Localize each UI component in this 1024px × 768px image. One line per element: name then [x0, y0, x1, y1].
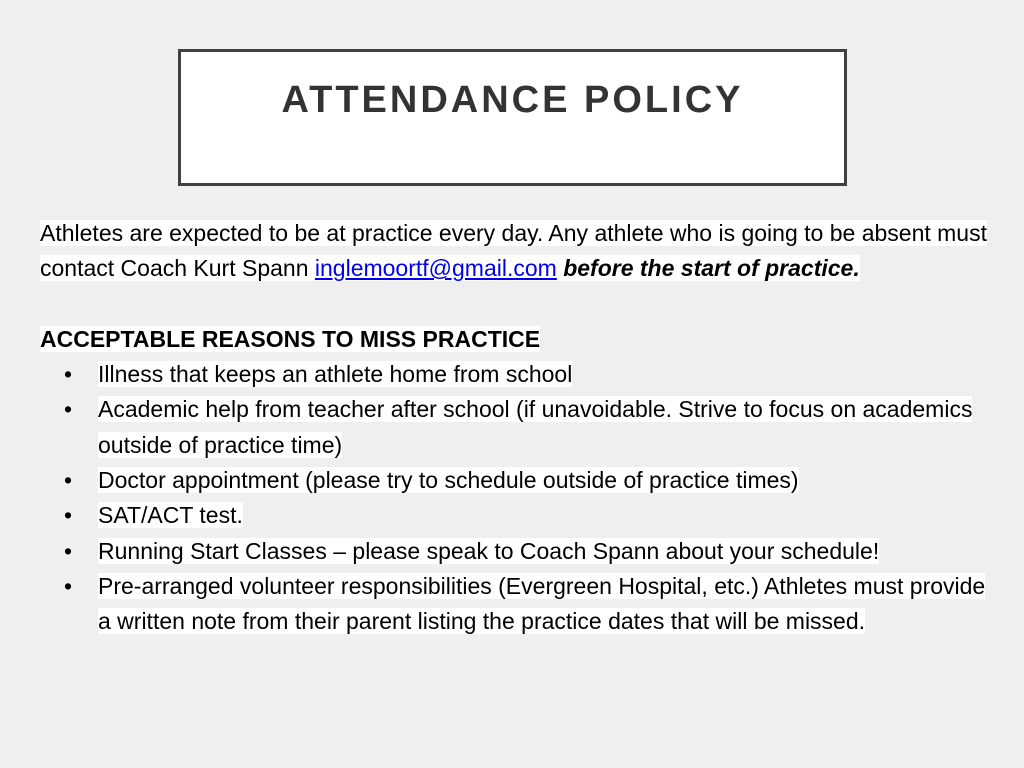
bullet-icon: •	[64, 361, 73, 388]
email-link[interactable]: inglemoortf@gmail.com	[314, 255, 557, 282]
bullet-icon: •	[64, 467, 73, 494]
list-item	[40, 569, 990, 640]
page-title: ATTENDANCE POLICY	[281, 79, 744, 121]
list-item-text: SAT/ACT test.	[98, 502, 243, 529]
policy-content	[40, 216, 990, 640]
list-item	[40, 498, 990, 533]
bullet-icon: •	[64, 537, 73, 564]
list-item	[40, 463, 990, 498]
list-item-text: Academic help from teacher after school (if unavoidable. Strive to focus on academics outside of practice time)	[98, 396, 973, 458]
list-item-text: Doctor appointment (please try to schedule outside of practice times)	[98, 467, 799, 494]
list-item	[40, 357, 990, 392]
list-item-text: Pre-arranged volunteer responsibilities (Evergreen Hospital, etc.) Athletes must provide a written note from their parent listing the practice dates that will be missed.	[98, 572, 986, 635]
reasons-heading-text: ACCEPTABLE REASONS TO MISS PRACTICE	[40, 325, 541, 352]
list-item-text: Illness that keeps an athlete home from school	[98, 361, 573, 388]
list-item	[40, 392, 990, 463]
list-item-text: Running Start Classes – please speak to Coach Spann about your schedule!	[98, 537, 880, 564]
bullet-icon: •	[64, 572, 73, 599]
list-item	[40, 534, 990, 569]
intro-paragraph	[40, 216, 990, 287]
title-box	[178, 49, 847, 186]
reasons-list	[40, 357, 990, 639]
spacer	[40, 287, 990, 322]
intro-emphasis: before the start of practice.	[563, 255, 860, 282]
reasons-heading	[40, 322, 990, 357]
bullet-icon: •	[64, 396, 73, 423]
intro-text: Athletes are expected to be at practice every day. Any athlete who is going to be absent must contact Coach Kurt Spann	[40, 220, 987, 282]
bullet-icon: •	[64, 502, 73, 529]
